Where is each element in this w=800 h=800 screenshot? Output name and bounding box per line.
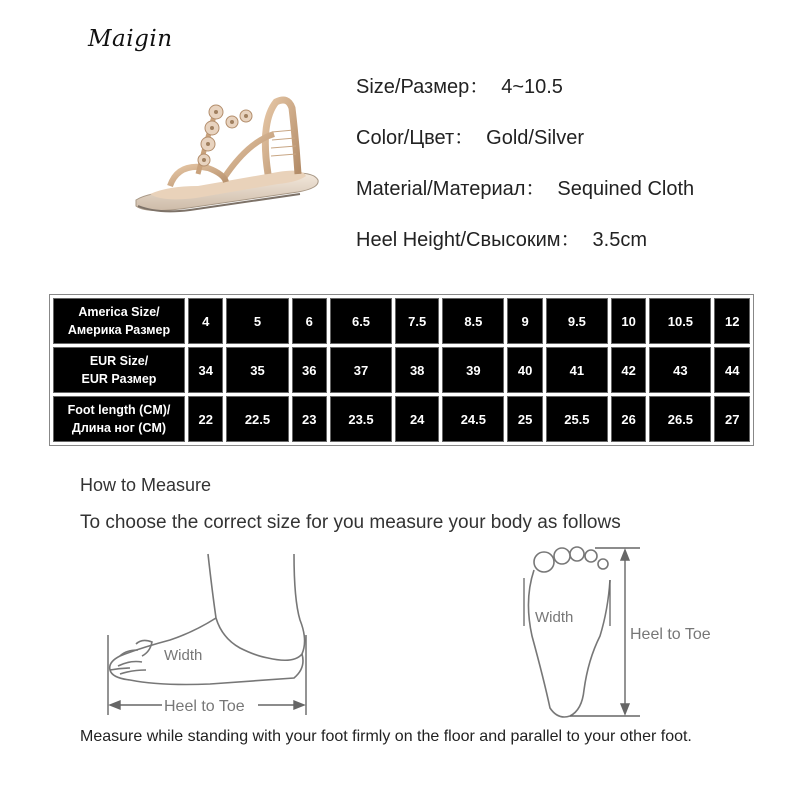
top-foot-diagram xyxy=(510,540,750,725)
size-row xyxy=(53,396,750,442)
size-cell: 6 xyxy=(292,298,327,344)
size-row xyxy=(53,298,750,344)
spec-material-value: Sequined Cloth xyxy=(557,178,695,200)
spec-heel-height-label: Heel Height/Свысоким xyxy=(356,229,561,251)
side-foot-diagram xyxy=(90,540,320,725)
size-row-header-line: Америка Размер xyxy=(67,323,171,337)
side-length-label: Heel to Toe xyxy=(164,698,245,715)
spec-heel-height-value: 3.5cm xyxy=(592,229,647,251)
size-cell: 23 xyxy=(292,396,327,442)
size-cell: 35 xyxy=(226,347,288,393)
size-cell: 37 xyxy=(330,347,392,393)
size-cell: 22 xyxy=(188,396,223,442)
top-length-label: Heel to Toe xyxy=(630,626,711,643)
spec-material-label: Material/Материал xyxy=(356,178,526,200)
size-row xyxy=(53,347,750,393)
spec-size-value: 4~10.5 xyxy=(501,76,563,98)
product-image xyxy=(128,82,328,222)
size-cell: 10 xyxy=(611,298,646,344)
size-cell: 39 xyxy=(442,347,504,393)
size-cell: 42 xyxy=(611,347,646,393)
size-cell: 43 xyxy=(649,347,711,393)
spec-size-label: Size/Размер xyxy=(356,76,470,98)
size-row-header-line: EUR Size/ xyxy=(89,354,149,368)
measure-subtitle: To choose the correct size for you measure your body as follows xyxy=(80,512,621,533)
size-row-header xyxy=(53,396,185,442)
side-width-label: Width xyxy=(164,647,203,664)
size-row-header-line: Foot length (CM)/ xyxy=(67,403,171,417)
size-cell: 27 xyxy=(714,396,750,442)
size-row-header-line: EUR Размер xyxy=(81,372,157,386)
size-cell: 7.5 xyxy=(395,298,439,344)
size-cell: 10.5 xyxy=(649,298,711,344)
size-cell: 44 xyxy=(714,347,750,393)
size-cell: 5 xyxy=(226,298,288,344)
size-cell: 24.5 xyxy=(442,396,504,442)
size-row-header xyxy=(53,347,185,393)
size-cell: 9 xyxy=(507,298,542,344)
size-cell: 8.5 xyxy=(442,298,504,344)
size-cell: 26.5 xyxy=(649,396,711,442)
measure-note: Measure while standing with your foot firmly on the floor and parallel to your other foot. xyxy=(80,728,692,745)
spec-color: Color/Цвет： Gold/Silver xyxy=(356,127,584,149)
measure-title: How to Measure xyxy=(80,475,212,495)
size-row-header-line: America Size/ xyxy=(78,305,160,319)
size-cell: 9.5 xyxy=(546,298,608,344)
spec-material: Material/Материал： Sequined Cloth xyxy=(356,178,695,200)
size-cell: 41 xyxy=(546,347,608,393)
size-cell: 34 xyxy=(188,347,223,393)
size-cell: 36 xyxy=(292,347,327,393)
spec-heel-height: Heel Height/Свысоким： 3.5cm xyxy=(356,229,647,251)
size-cell: 25.5 xyxy=(546,396,608,442)
size-cell: 12 xyxy=(714,298,750,344)
size-cell: 38 xyxy=(395,347,439,393)
size-row-header xyxy=(53,298,185,344)
spec-size: Size/Размер： 4~10.5 xyxy=(356,76,563,98)
spec-color-value: Gold/Silver xyxy=(486,127,584,149)
size-cell: 26 xyxy=(611,396,646,442)
size-cell: 24 xyxy=(395,396,439,442)
size-cell: 23.5 xyxy=(330,396,392,442)
brand-logo: Maigin xyxy=(88,26,173,52)
size-chart-table xyxy=(50,295,753,445)
size-row-header-line: Длина ног (CM) xyxy=(71,421,167,435)
size-cell: 25 xyxy=(507,396,542,442)
size-cell: 40 xyxy=(507,347,542,393)
spec-color-label: Color/Цвет xyxy=(356,127,455,149)
top-width-label: Width xyxy=(535,609,574,626)
size-cell: 4 xyxy=(188,298,223,344)
size-cell: 6.5 xyxy=(330,298,392,344)
size-cell: 22.5 xyxy=(226,396,288,442)
